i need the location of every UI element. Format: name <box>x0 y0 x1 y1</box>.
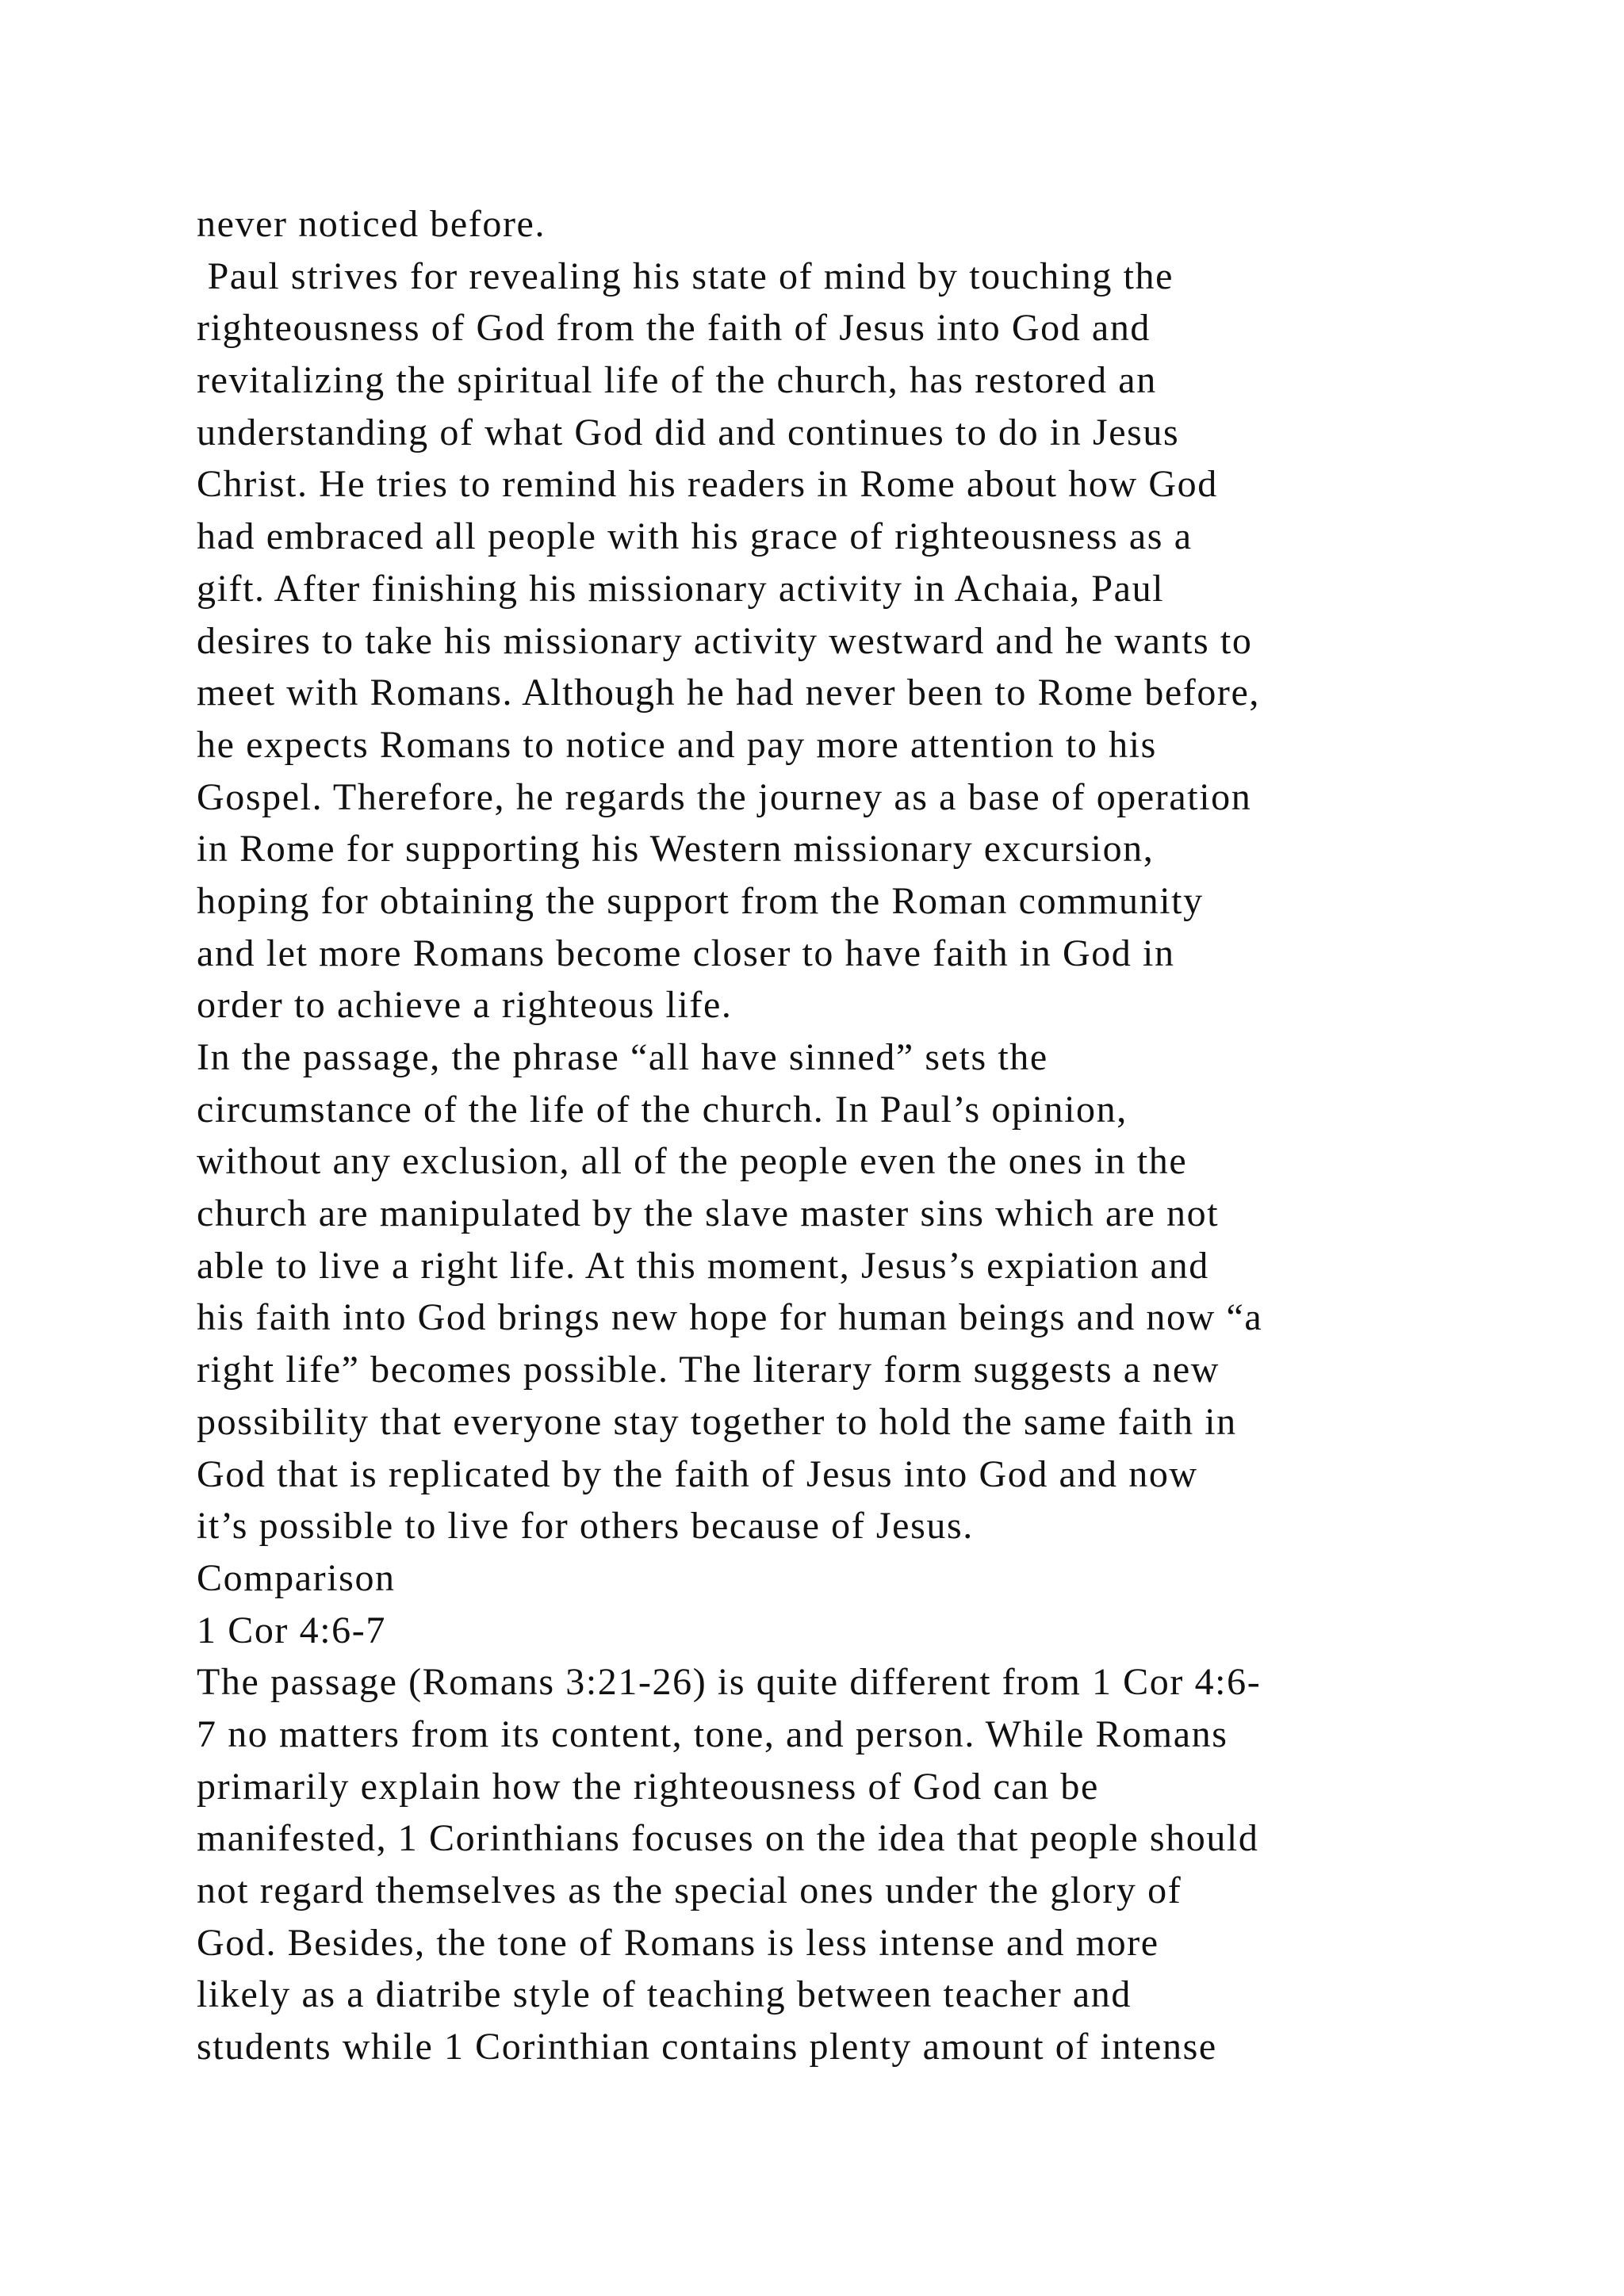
text-line: order to achieve a righteous life. <box>197 984 733 1027</box>
text-line: likely as a diatribe style of teaching between teacher and <box>197 1973 1132 2016</box>
text-line: right life” becomes possible. The literary form suggests a new <box>197 1349 1220 1391</box>
text-line: hoping for obtaining the support from the Roman community <box>197 879 1204 922</box>
section-heading: Comparison <box>197 1556 396 1599</box>
text-line: The passage (Romans 3:21-26) is quite different from 1 Cor 4:6- <box>197 1661 1262 1704</box>
text-line: circumstance of the life of the church. In Paul’s opinion, <box>197 1088 1128 1131</box>
text-line: he expects Romans to notice and pay more attention to his <box>197 723 1157 766</box>
text-line: never noticed before. <box>197 203 546 245</box>
text-line: meet with Romans. Although he had never been to Rome before, <box>197 672 1261 714</box>
text-line: Christ. He tries to remind his readers in Rome about how God <box>197 463 1218 506</box>
text-line: and let more Romans become closer to have faith in God in <box>197 932 1175 974</box>
body-text <box>197 198 1545 2073</box>
text-line: God that is replicated by the faith of Jesus into God and now <box>197 1452 1198 1495</box>
section-subheading: 1 Cor 4:6-7 <box>197 1609 386 1651</box>
text-line: not regard themselves as the special ones under the glory of <box>197 1869 1182 1911</box>
text-line: revitalizing the spiritual life of the church, has restored an <box>197 359 1157 402</box>
text-line: Gospel. Therefore, he regards the journey as a base of operation <box>197 775 1252 818</box>
text-line: righteousness of God from the faith of Jesus into God and <box>197 307 1151 350</box>
text-line: without any exclusion, all of the people even the ones in the <box>197 1140 1188 1183</box>
text-line: it’s possible to live for others because of Jesus. <box>197 1505 974 1548</box>
text-line: manifested, 1 Corinthians focuses on the idea that people should <box>197 1817 1259 1860</box>
text-line: 7 no matters from its content, tone, and person. While Romans <box>197 1712 1228 1755</box>
text-line: gift. After finishing his missionary activity in Achaia, Paul <box>197 567 1165 610</box>
text-line: understanding of what God did and continues to do in Jesus <box>197 411 1180 453</box>
text-line: able to live a right life. At this moment, Jesus’s expiation and <box>197 1244 1209 1287</box>
text-line: possibility that everyone stay together to hold the same faith in <box>197 1400 1237 1443</box>
text-line: In the passage, the phrase “all have sinned” sets the <box>197 1036 1048 1078</box>
text-line: primarily explain how the righteousness of God can be <box>197 1765 1099 1808</box>
text-line: his faith into God brings new hope for human beings and now “a <box>197 1296 1263 1339</box>
text-line: students while 1 Corinthian contains plenty amount of intense <box>197 2026 1217 2068</box>
text-line: Paul strives for revealing his state of mind by touching the <box>197 254 1174 297</box>
text-line: in Rome for supporting his Western missionary excursion, <box>197 828 1155 871</box>
text-line: God. Besides, the tone of Romans is less intense and more <box>197 1921 1159 1964</box>
text-line: desires to take his missionary activity westward and he wants to <box>197 619 1253 662</box>
text-line: had embraced all people with his grace of righteousness as a <box>197 515 1193 558</box>
text-line: church are manipulated by the slave master sins which are not <box>197 1192 1220 1235</box>
